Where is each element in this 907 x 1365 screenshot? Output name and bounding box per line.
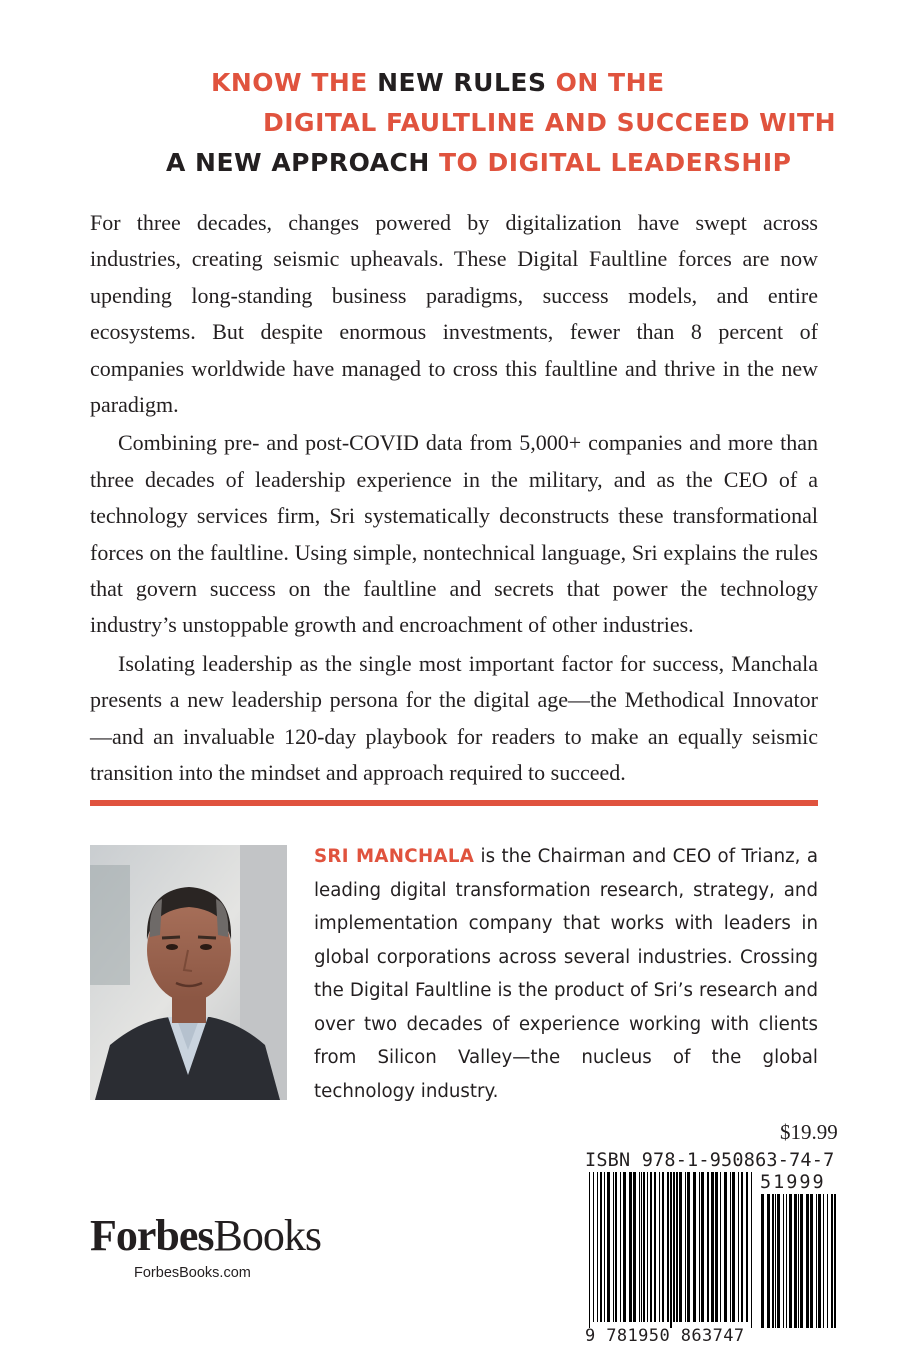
headline-on-the: ON THE [555,68,665,97]
barcode-addon-bar [823,1194,824,1328]
barcode-bar [741,1172,743,1322]
barcode-bar [629,1172,632,1322]
headline-new-approach: A NEW APPROACH [166,148,430,177]
barcode-addon-bar [827,1194,828,1328]
barcode-bar [600,1172,602,1322]
barcode-bar [604,1172,605,1322]
barcode-bar [597,1172,598,1322]
publisher-logo [90,1212,321,1260]
barcode-addon-bar [789,1194,792,1328]
ean-digits: 9 781950 863747 [585,1326,745,1346]
author-photo [90,845,287,1100]
barcode-addon-bar [798,1194,799,1328]
barcode-addon-bar [800,1194,803,1328]
barcode-bar [738,1172,739,1322]
barcode-addon-bar [816,1194,817,1328]
barcode-addon-bar [834,1194,836,1328]
barcode-addon-bar [831,1194,833,1328]
barcode-bar [662,1172,664,1322]
barcode-bar [650,1172,652,1322]
barcode-bar [715,1172,718,1322]
barcode-bar [654,1172,656,1322]
publisher-logo-bold: Forbes [90,1211,214,1260]
barcode-bar [620,1172,621,1322]
barcode-addon-bar [772,1194,774,1328]
barcode-bar [720,1172,721,1322]
barcode-bar [633,1172,636,1322]
divider-rule [90,800,818,806]
barcode-bar [670,1172,672,1328]
headline-digital-leadership: TO DIGITAL LEADERSHIP [439,148,792,177]
barcode-bar [699,1172,700,1322]
author-name: SRI MANCHALA [314,846,475,867]
barcode-bar [676,1172,678,1322]
barcode-addon-bar [806,1194,809,1328]
barcode-bar [730,1172,731,1322]
barcode-bar [687,1172,690,1322]
barcode-bar [751,1172,752,1328]
headline-new-rules: NEW RULES [377,68,547,97]
barcode-bar [615,1172,617,1322]
barcode-addon-bar [777,1194,780,1328]
blurb-paragraph-3: Isolating leadership as the single most important factor for success, Manchala presents a new leadership persona for the digital age—the Methodical Innovator—and an invaluable 120-day playbook for readers to make an equally seismic transition into the mindset and approach required to succeed. [90,650,818,786]
publisher-url: ForbesBooks.com [134,1265,251,1281]
barcode-bar [641,1172,642,1322]
barcode-addon-bar [783,1194,784,1328]
barcode-addon-bar [794,1194,797,1328]
barcode-bar [667,1172,669,1322]
barcode-bar [724,1172,727,1322]
author-bio [314,840,818,1108]
barcode-bar [746,1172,748,1322]
headline-line-2: DIGITAL FAULTLINE AND SUCCEED WITH [263,108,837,137]
headline-line-1 [211,64,665,102]
barcode-bar [589,1172,590,1328]
barcode-bar [643,1172,645,1322]
barcode-bar [593,1172,594,1322]
barcode-addon-bar [818,1194,821,1328]
isbn-barcode [585,1150,840,1365]
barcode-bar [707,1172,709,1322]
author-bio-text: is the Chairman and CEO of Trianz, a leading digital transformation research, strategy, and implementation company that works with leaders in global corporations across several industries. Crossing the Digital Faultline is the product of Sri’s research and over two decades of experience working with clients from Silicon Valley—the nucleus of the global technology industry. [314,846,818,1102]
blurb-paragraph-1: For three decades, changes powered by digitalization have swept across industries, creating seismic upheavals. These Digital Faultline forces are now upending long-standing business paradigms, success models, and entire ecosystems. But despite enormous investments, fewer than 8 percent of companies worldwide have managed to cross this faultline and thrive in the new paradigm. [90,210,818,418]
barcode-bar [623,1172,626,1322]
barcode-bar [701,1172,704,1322]
barcode-bar [685,1172,686,1322]
barcode-bar [693,1172,696,1322]
barcode-bar [639,1172,640,1322]
blurb-body [90,205,818,792]
isbn-label: ISBN 978-1-950863-74-7 [585,1150,835,1171]
barcode-bar [659,1172,660,1322]
isbn-addon-number: 51999 [760,1172,826,1193]
publisher-logo-regular: Books [213,1211,322,1260]
barcode-bar [673,1172,675,1322]
headline-line-3 [166,144,791,182]
headline-know-the: KNOW THE [211,68,368,97]
barcode-addon-bar [761,1194,764,1328]
barcode-bars [585,1172,840,1328]
barcode-bar [679,1172,682,1322]
blurb-paragraph-2: Combining pre- and post-COVID data from 5,000+ companies and more than three decades of leadership experience in the military, and as the CEO of a technology services firm, Sri systematically deconstructs these transformational forces on the faultline. Using simple, nontechnical language, Sri explains the rules that govern success on the faultline and secrets that power the technology industry’s unstoppable growth and encroachment of other industries. [90,430,818,638]
barcode-bar [613,1172,614,1322]
barcode-bar [647,1172,648,1322]
barcode-bar [711,1172,714,1322]
barcode-addon-bar [767,1194,770,1328]
price-label: $19.99 [780,1120,838,1144]
barcode-bar [607,1172,610,1322]
barcode-bar [732,1172,735,1322]
barcode-addon-bar [810,1194,813,1328]
barcode-addon-bar [775,1194,776,1328]
barcode-addon-bar [786,1194,787,1328]
